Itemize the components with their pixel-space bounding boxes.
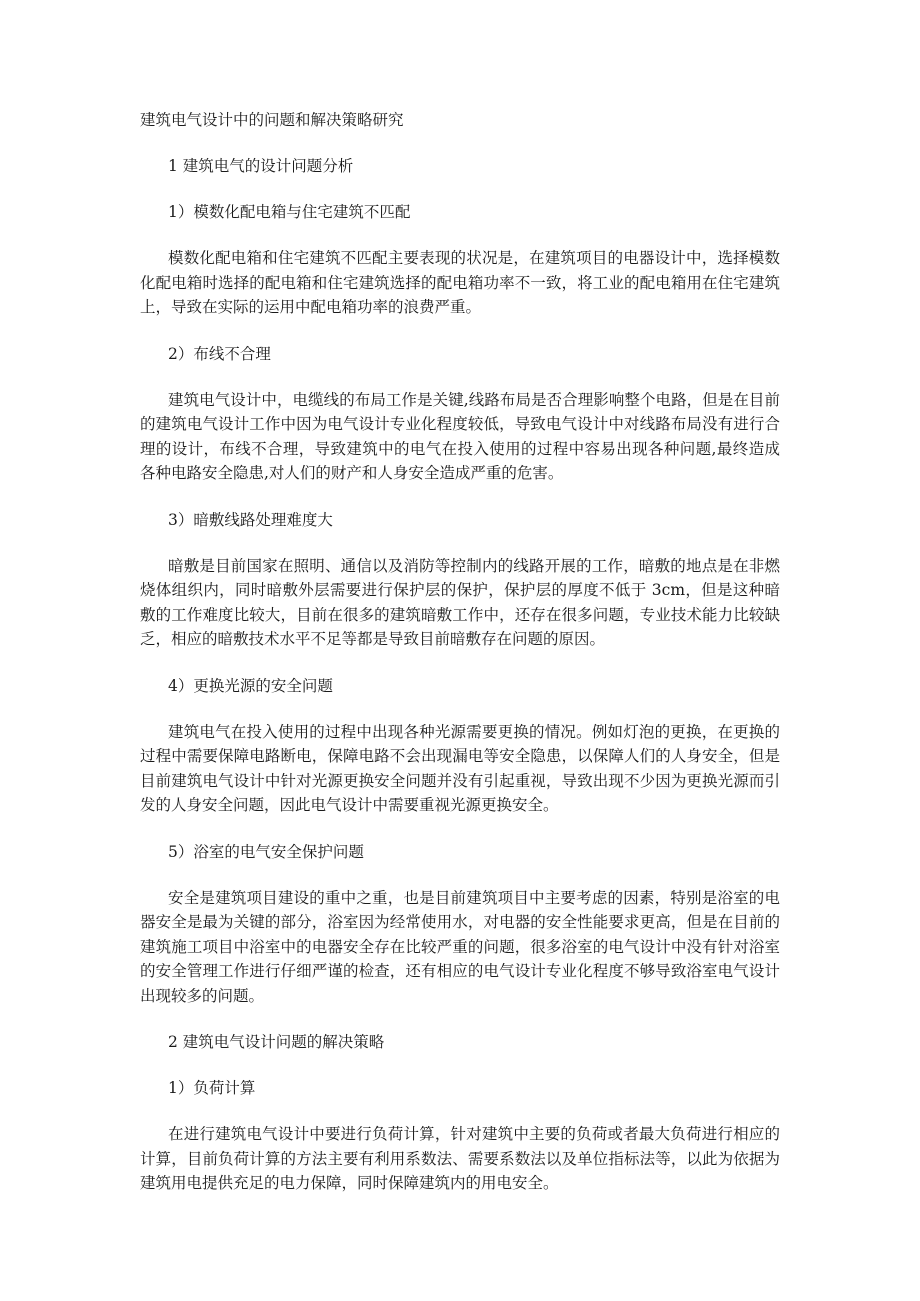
- subsection-heading-1-4: 4）更换光源的安全问题: [168, 676, 333, 695]
- document-page: [140, 108, 780, 1218]
- subsection-heading-2-1: 1）负荷计算: [168, 1079, 256, 1097]
- section-heading-2: 2 建筑电气设计问题的解决策略: [168, 1033, 385, 1051]
- paragraph-1-2: 建筑电气设计中，电缆线的布局工作是关键,线路布局是否合理影响整个电路，但是在目前的建筑电气设计工作中因为电气设计专业化程度较低，导致电气设计中对线路布局没有进行合理的设计，布线不合理，导致建筑中的电气在投入使用的过程中容易出现各种问题,最终造成各种电路安全隐患,对人们的财产和人身安全造成严重的危害。: [140, 390, 780, 482]
- section-heading-1: 1 建筑电气的设计问题分析: [168, 157, 354, 175]
- document-title: 建筑电气设计中的问题和解决策略研究: [140, 111, 404, 129]
- subsection-heading-1-3: 3）暗敷线路处理难度大: [168, 510, 333, 529]
- paragraph-1-3: 暗敷是目前国家在照明、通信以及消防等控制内的线路开展的工作，暗敷的地点是在非燃烧体组织内，同时暗敷外层需要进行保护层的保护，保护层的厚度不低于 3cm，但是这种暗敷的工作难度比较大，目前在很多的建筑暗敷工作中，还存在很多问题，专业技术能力比较缺乏，相应的暗敷技术水平不足等都是导致目前暗敷存在问题的原因。: [140, 556, 780, 648]
- subsection-heading-1-5: 5）浴室的电气安全保护问题: [168, 842, 364, 861]
- subsection-heading-1-2: 2）布线不合理: [168, 344, 271, 363]
- paragraph-1-1: 模数化配电箱和住宅建筑不匹配主要表现的状况是，在建筑项目的电器设计中，选择模数化配电箱时选择的配电箱和住宅建筑选择的配电箱功率不一致，将工业的配电箱用在住宅建筑上，导致在实际的运用中配电箱功率的浪费严重。: [140, 249, 780, 316]
- paragraph-2-1: 在进行建筑电气设计中要进行负荷计算，针对建筑中主要的负荷或者最大负荷进行相应的计算，目前负荷计算的方法主要有利用系数法、需要系数法以及单位指标法等，以此为依据为建筑用电提供充足的电力保障，同时保障建筑内的用电安全。: [140, 1125, 780, 1192]
- paragraph-1-5: 安全是建筑项目建设的重中之重，也是目前建筑项目中主要考虑的因素，特别是浴室的电器安全是最为关键的部分，浴室因为经常使用水，对电器的安全性能要求更高，但是在目前的建筑施工项目中浴室中的电器安全存在比较严重的问题，很多浴室的电气设计中没有针对浴室的安全管理工作进行仔细严谨的检查，还有相应的电气设计专业化程度不够导致浴室电气设计出现较多的问题。: [140, 888, 780, 1005]
- paragraph-1-4: 建筑电气在投入使用的过程中出现各种光源需要更换的情况。例如灯泡的更换，在更换的过程中需要保障电路断电，保障电路不会出现漏电等安全隐患，以保障人们的人身安全，但是目前建筑电气设计中针对光源更换安全问题并没有引起重视，导致出现不少因为更换光源而引发的人身安全问题，因此电气设计中需要重视光源更换安全。: [140, 722, 780, 814]
- subsection-heading-1-1: 1）模数化配电箱与住宅建筑不匹配: [168, 203, 411, 221]
